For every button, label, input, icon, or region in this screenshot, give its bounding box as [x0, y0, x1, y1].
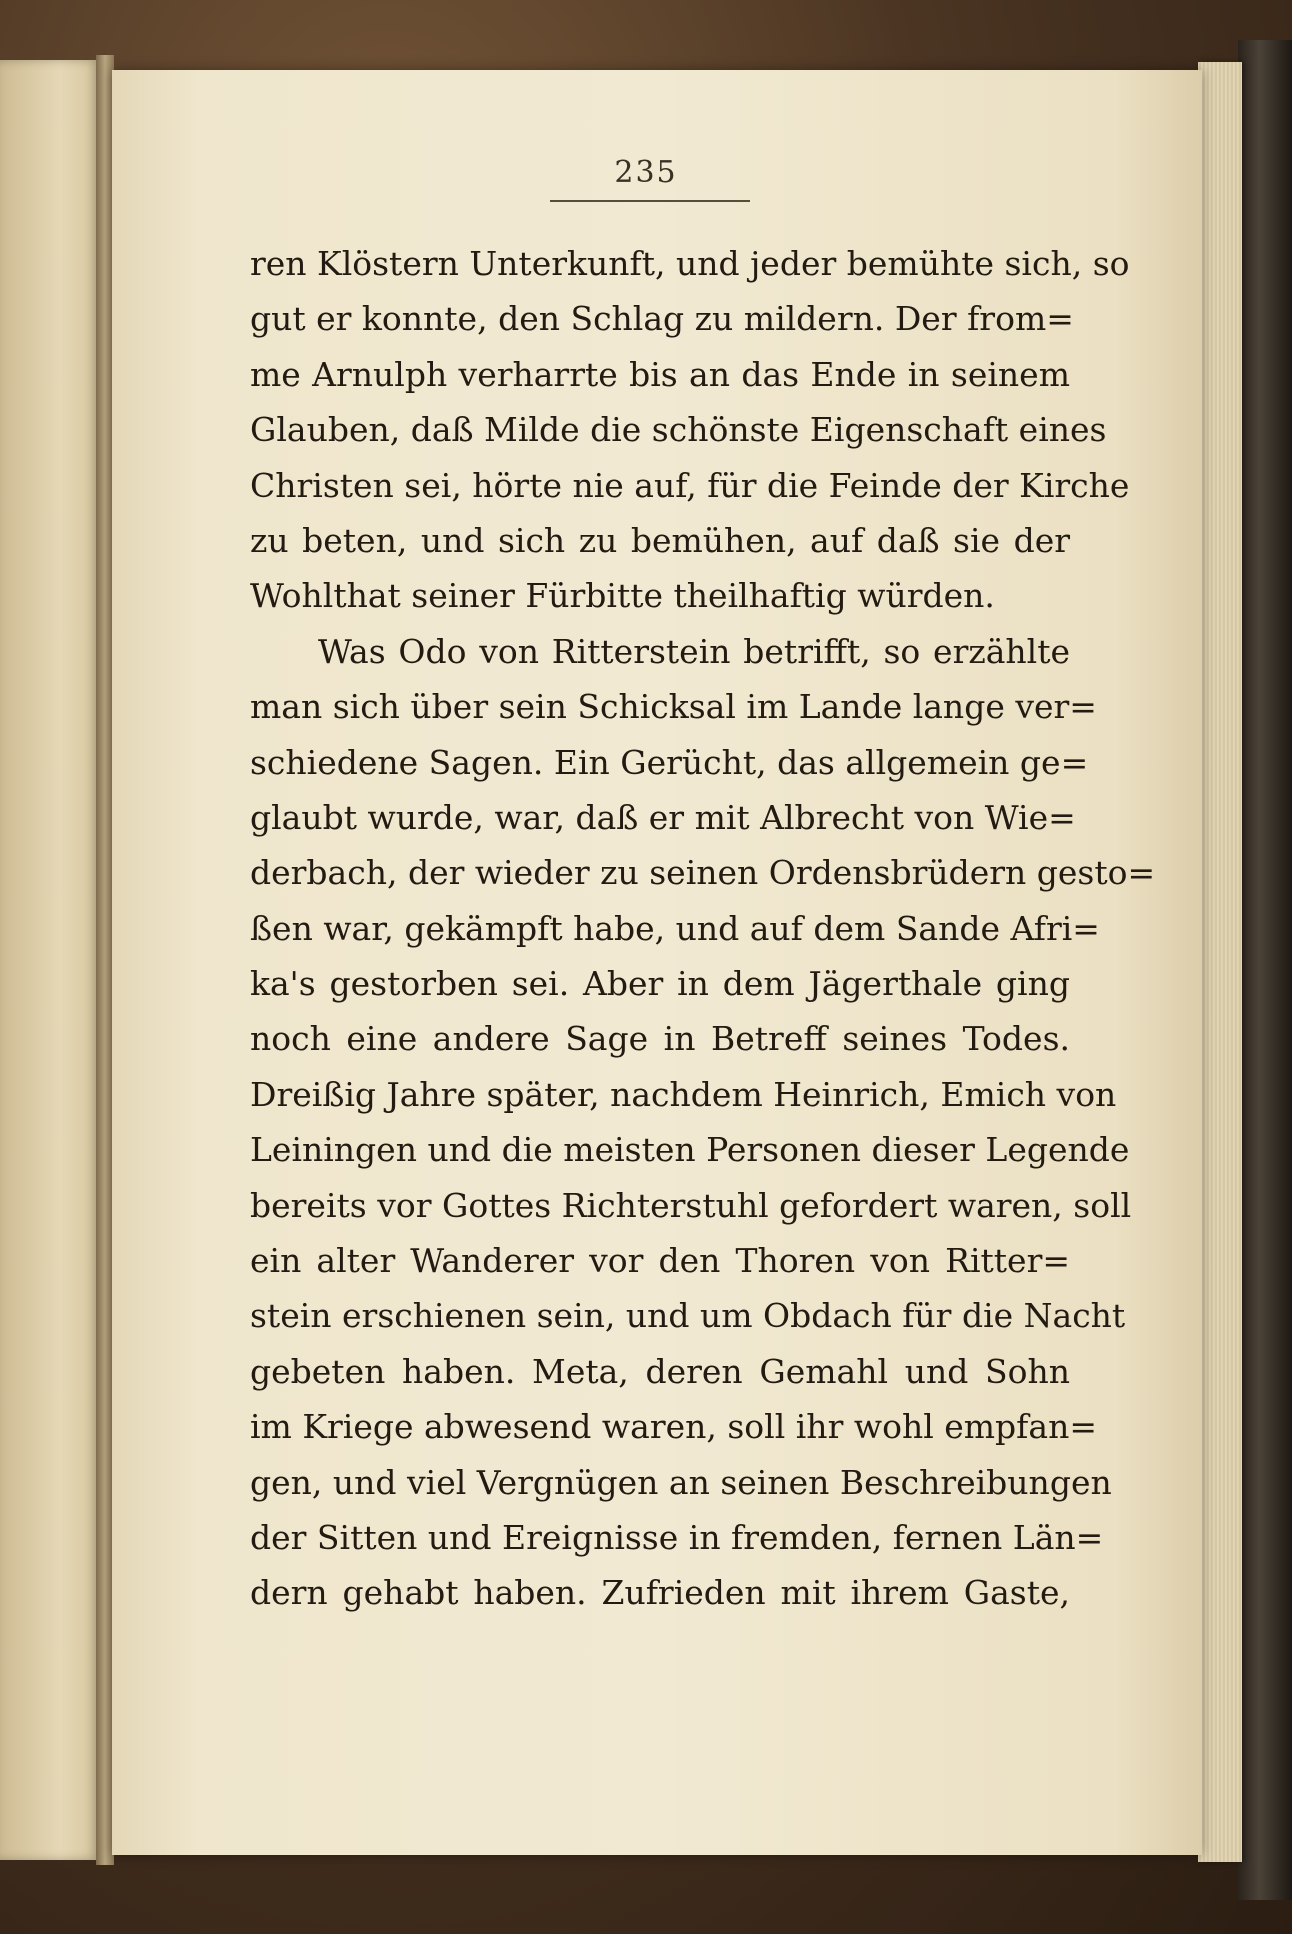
text-line: Wohlthat seiner Fürbitte theilhaftig würden.: [250, 576, 995, 616]
text-line: schiedene Sagen. Ein Gerücht, das allgemein ge=: [250, 742, 1089, 782]
header-rule: [550, 200, 750, 202]
page-number: 235: [614, 155, 678, 190]
text-line: Dreißig Jahre später, nachdem Heinrich, Emich von: [250, 1074, 1117, 1114]
text-line: ßen war, gekämpft habe, und auf dem Sande Afri=: [250, 908, 1100, 948]
text-line: zu beten, und sich zu bemühen, auf daß sie der: [250, 520, 1070, 560]
book-binding-right: [1238, 40, 1292, 1900]
text-line: ren Klöstern Unterkunft, und jeder bemühte sich, so: [250, 244, 1130, 283]
previous-page-edge: [0, 60, 100, 1860]
text-line: Leiningen und die meisten Personen dieser Legende: [250, 1130, 1130, 1170]
paragraph-first-line: Was Odo von Ritterstein betrifft, so erzählte: [318, 631, 1070, 671]
text-line: im Kriege abwesend waren, soll ihr wohl empfan=: [250, 1407, 1097, 1447]
text-line: ein alter Wanderer vor den Thoren von Ritter=: [250, 1241, 1070, 1281]
text-line: ka's gestorben sei. Aber in dem Jägerthale ging: [250, 964, 1070, 1004]
text-line: man sich über sein Schicksal im Lande lange ver=: [250, 687, 1097, 727]
text-line: gut er konnte, den Schlag zu mildern. Der from=: [250, 299, 1074, 339]
text-line: noch eine andere Sage in Betreff seines Todes.: [250, 1019, 1070, 1059]
body-text: [250, 236, 1156, 1621]
text-line: Glauben, daß Milde die schönste Eigenschaft eines: [250, 410, 1107, 450]
text-line: gen, und viel Vergnügen an seinen Beschreibungen: [250, 1462, 1112, 1502]
text-line: derbach, der wieder zu seinen Ordensbrüdern gesto=: [250, 853, 1156, 893]
page-edges: [1198, 62, 1242, 1862]
text-line: stein erschienen sein, und um Obdach für die Nacht: [250, 1296, 1126, 1336]
text-line: me Arnulph verharrte bis an das Ende in seinem: [250, 354, 1070, 394]
text-line: dern gehabt haben. Zufrieden mit ihrem Gaste,: [250, 1573, 1070, 1613]
text-line: glaubt wurde, war, daß er mit Albrecht von Wie=: [250, 797, 1076, 837]
text-line: der Sitten und Ereignisse in fremden, fernen Län=: [250, 1517, 1104, 1557]
text-line: bereits vor Gottes Richterstuhl gefordert waren, soll: [250, 1185, 1132, 1225]
text-line: Christen sei, hörte nie auf, für die Feinde der Kirche: [250, 465, 1130, 505]
text-line: gebeten haben. Meta, deren Gemahl und Sohn: [250, 1351, 1070, 1391]
